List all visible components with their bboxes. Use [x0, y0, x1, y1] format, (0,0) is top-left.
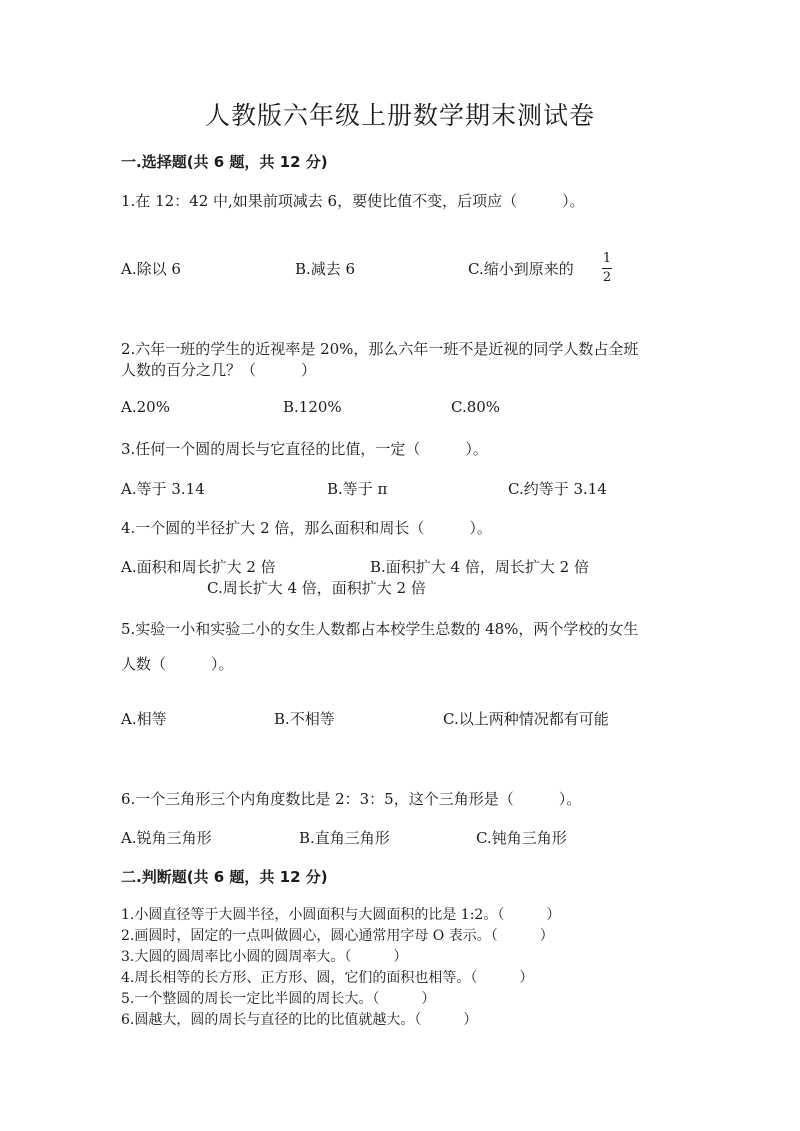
judgement-item-6: 6.圆越大，圆的周长与直径的比的比值就越大。（ ） [121, 1012, 478, 1028]
page-title: 人教版六年级上册数学期末测试卷 [204, 101, 595, 130]
fraction-numerator: 1 [602, 251, 612, 266]
question-5-line-1: 5.实验一小和实验二小的女生人数都占本校学生总数的 48%，两个学校的女生 [121, 620, 639, 638]
judgement-item-1: 1.小圆直径等于大圆半径，小圆面积与大圆面积的比是 1:2。（ ） [121, 907, 561, 923]
question-2-line-1: 2.六年一班的学生的近视率是 20%，那么六年一班不是近视的同学人数占全班 [121, 340, 639, 358]
question-4-option-c: C.周长扩大 4 倍，面积扩大 2 倍 [207, 579, 426, 597]
question-1-option-b: B.减去 6 [295, 260, 356, 278]
question-4: 4.一个圆的半径扩大 2 倍，那么面积和周长（ ）。 [121, 519, 492, 537]
judgement-item-5: 5.一个整圆的周长一定比半圆的周长大。（ ） [121, 991, 436, 1007]
judgement-item-4: 4.周长相等的长方形、正方形、圆，它们的面积也相等。（ ） [121, 970, 534, 986]
fraction-one-half [602, 252, 612, 285]
section-heading-judgement: 二.判断题(共 6 题，共 12 分) [121, 868, 328, 886]
question-5-line-2: 人数（ ）。 [121, 655, 234, 673]
question-2-option-c: C.80% [451, 398, 501, 416]
fraction-bar [602, 268, 612, 269]
question-1: 1.在 12：42 中,如果前项减去 6，要使比值不变，后项应（ ）。 [121, 192, 585, 210]
question-2-option-a: A.20% [121, 398, 170, 416]
question-6: 6.一个三角形三个内角度数比是 2：3：5，这个三角形是（ ）。 [121, 790, 582, 808]
question-6-option-c: C.钝角三角形 [476, 829, 567, 847]
question-3-option-c: C.约等于 3.14 [508, 480, 607, 498]
question-6-option-b: B.直角三角形 [299, 829, 390, 847]
question-4-option-b: B.面积扩大 4 倍，周长扩大 2 倍 [370, 558, 589, 576]
section-heading-choice: 一.选择题(共 6 题，共 12 分) [121, 153, 328, 171]
judgement-item-3: 3.大圆的圆周率比小圆的圆周率大。（ ） [121, 949, 408, 965]
question-6-option-a: A.锐角三角形 [121, 829, 212, 847]
question-2-line-2: 人数的百分之几？（ ） [121, 361, 317, 379]
question-3-option-a: A.等于 3.14 [121, 480, 205, 498]
question-3-option-b: B.等于 π [327, 480, 388, 498]
fraction-denominator: 2 [602, 270, 612, 285]
question-5-option-a: A.相等 [121, 710, 167, 728]
question-4-option-a: A.面积和周长扩大 2 倍 [121, 558, 276, 576]
judgement-item-2: 2.画圆时，固定的一点叫做圆心，圆心通常用字母 O 表示。（ ） [121, 928, 554, 944]
question-1-option-a: A.除以 6 [121, 260, 181, 278]
question-5-option-c: C.以上两种情况都有可能 [443, 710, 609, 728]
question-1-option-c: C.缩小到原来的 [468, 260, 574, 278]
question-3: 3.任何一个圆的周长与它直径的比值，一定（ ）。 [121, 440, 488, 458]
question-2-option-b: B.120% [283, 398, 342, 416]
question-5-option-b: B.不相等 [274, 710, 335, 728]
